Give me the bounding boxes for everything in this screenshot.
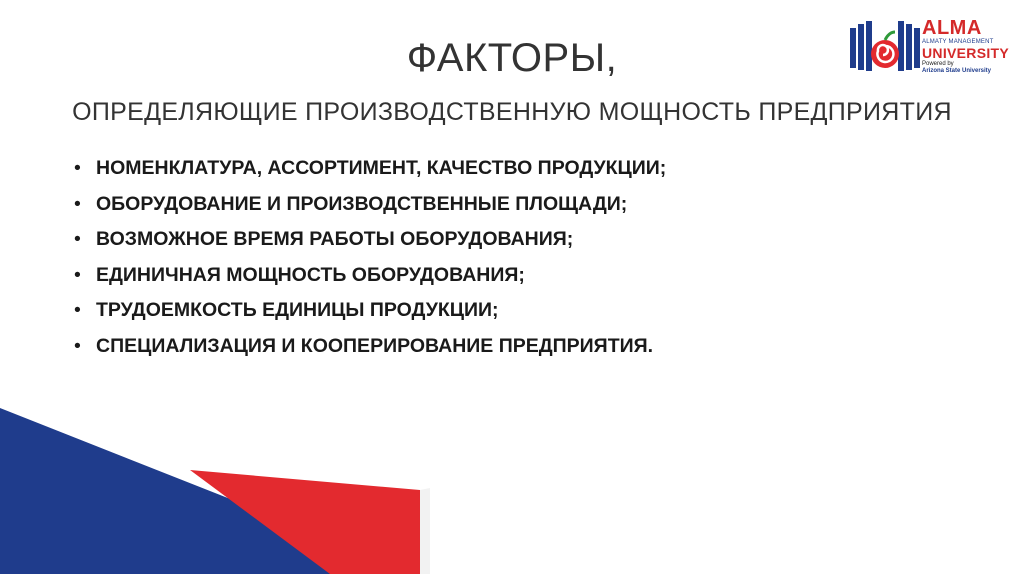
list-item: [74, 258, 666, 294]
list-item: [74, 187, 666, 223]
bullet-dot: •: [74, 263, 81, 286]
list-item-text: СПЕЦИАЛИЗАЦИЯ И КООПЕРИРОВАНИЕ ПРЕДПРИЯТИЯ.: [96, 334, 654, 357]
bullet-dot: •: [74, 334, 81, 357]
bullet-dot: •: [74, 299, 81, 321]
list-item: [74, 329, 666, 365]
list-item-text: ЕДИНИЧНАЯ МОЩНОСТЬ ОБОРУДОВАНИЯ;: [96, 263, 525, 286]
logo-line1: ALMATY MANAGEMENT: [922, 39, 994, 45]
list-item-text: ТРУДОЕМКОСТЬ ЕДИНИЦЫ ПРОДУКЦИИ;: [96, 299, 499, 321]
slide-subtitle: ОПРЕДЕЛЯЮЩИЕ ПРОИЗВОДСТВЕННУЮ МОЩНОСТЬ ПРЕДПРИЯТИЯ: [72, 98, 952, 126]
logo-name: ALMA: [922, 17, 982, 39]
list-item-text: ОБОРУДОВАНИЕ И ПРОИЗВОДСТВЕННЫЕ ПЛОЩАДИ;: [96, 192, 628, 215]
factors-list: [74, 151, 666, 364]
list-item-text: ВОЗМОЖНОЕ ВРЕМЯ РАБОТЫ ОБОРУДОВАНИЯ;: [96, 228, 574, 250]
logo-name2: UNIVERSITY: [922, 45, 1010, 61]
bullet-dot: •: [74, 192, 81, 215]
grey-edge: [420, 488, 430, 574]
slide-title: ФАКТОРЫ,: [406, 36, 618, 80]
bullet-dot: •: [74, 157, 81, 179]
logo-line3: Arizona State University: [922, 68, 992, 74]
list-item: [74, 222, 666, 258]
logo-line2: Powered by: [922, 61, 954, 67]
list-item: [74, 151, 666, 187]
logo-text: [922, 18, 1012, 75]
list-item-text: НОМЕНКЛАТУРА, АССОРТИМЕНТ, КАЧЕСТВО ПРОДУКЦИИ;: [96, 157, 667, 179]
bullet-dot: •: [74, 228, 81, 250]
list-item: [74, 293, 666, 329]
book-apple-spiral-icon: [850, 21, 920, 71]
